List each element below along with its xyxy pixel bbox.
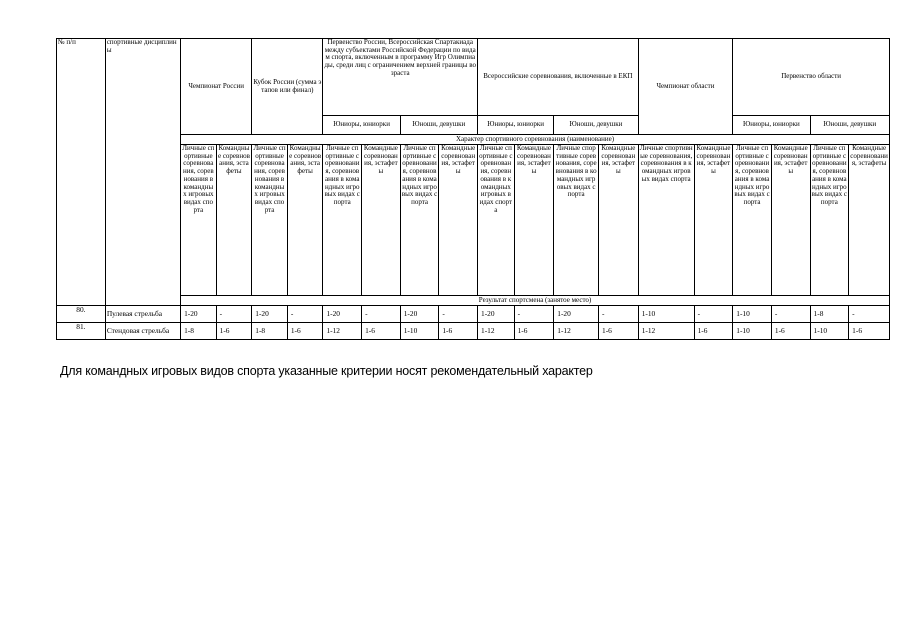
row-value: - [694,306,733,323]
header-team-6: Командные соревнования, эстафеты [599,145,639,296]
row-value: 1-6 [694,323,733,340]
row-value: 1-20 [554,306,599,323]
row-num: 80. [57,306,106,323]
table-row [57,306,890,323]
row-value: 1-10 [638,306,694,323]
header-character: Характер спортивного соревнования (наименование) [181,135,890,145]
header-result: Результат спортсмена (занятое место) [181,296,890,306]
row-value: 1-12 [554,323,599,340]
row-num: 81. [57,323,106,340]
row-value: 1-6 [362,323,401,340]
header-youth-3: Юноши, девушки [810,116,889,135]
row-value: 1-20 [478,306,515,323]
header-team-2: Командные соревнования, эстафеты [287,145,323,296]
row-value: 1-6 [216,323,252,340]
header-personal-9: Личные спортивные соревнования, соревнования в командных игровых видах спорта [810,145,849,296]
header-team-5: Командные соревнования, эстафеты [514,145,554,296]
header-champ-region: Чемпионат области [638,39,733,135]
header-personal-7: Личные спортивные соревнования, соревнования в командных игровых видах спорта [638,145,694,296]
header-juniors-1: Юниоры, юниорки [323,116,400,135]
header-champ-russia: Чемпионат России [181,39,252,135]
row-value: 1-6 [849,323,890,340]
header-first-russia: Первенство России, Всероссийская Спартакиада между субъектами Российской Федерации по видам спорта, включенным в программу Игр Олимпиады, среди лиц с ограничением верхней границы возраста [323,39,478,116]
row-value: 1-6 [514,323,554,340]
row-value: 1-20 [181,306,217,323]
header-team-4: Командные соревнования, эстафеты [439,145,478,296]
row-value: 1-12 [323,323,362,340]
row-value: - [771,306,810,323]
row-value: - [439,306,478,323]
row-value: 1-20 [400,306,439,323]
row-value: 1-8 [181,323,217,340]
row-discipline: Пулевая стрельба [105,306,180,323]
row-value: 1-6 [771,323,810,340]
row-value: 1-20 [323,306,362,323]
header-juniors-2: Юниоры, юниорки [478,116,554,135]
row-value: - [362,306,401,323]
row-value: - [849,306,890,323]
header-team-8: Командные соревнования, эстафеты [771,145,810,296]
header-personal-3: Личные спортивные соревнования, соревнования в командных игровых видах спорта [323,145,362,296]
row-value: 1-10 [400,323,439,340]
header-num: № п/п [57,39,106,306]
row-value: - [599,306,639,323]
row-value: 1-6 [287,323,323,340]
row-value: 1-12 [478,323,515,340]
header-personal-5: Личные спортивные соревнования, соревнования в командных игровых видах спорта [478,145,515,296]
row-value: 1-10 [810,323,849,340]
header-juniors-3: Юниоры, юниорки [733,116,810,135]
row-value: 1-8 [252,323,288,340]
header-team-3: Командные соревнования, эстафеты [362,145,401,296]
row-value: - [216,306,252,323]
row-value: - [514,306,554,323]
header-personal-2: Личные спортивные соревнования, соревнования в командных игровых видах спорта [252,145,288,296]
header-first-region: Первенство области [733,39,890,116]
row-value: - [287,306,323,323]
footnote: Для командных игровых видов спорта указанные критерии носят рекомендательный характер [60,364,593,378]
row-value: 1-6 [439,323,478,340]
header-personal-8: Личные спортивные соревнования, соревнования в командных игровых видах спорта [733,145,772,296]
header-team-1: Командные соревнования, эстафеты [216,145,252,296]
criteria-table [56,38,890,340]
row-value: 1-20 [252,306,288,323]
row-value: 1-10 [733,323,772,340]
row-discipline: Стендовая стрельба [105,323,180,340]
header-all-russia: Всероссийские соревнования, включенные в ЕКП [478,39,639,116]
row-value: 1-6 [599,323,639,340]
header-youth-1: Юноши, девушки [400,116,477,135]
row-value: 1-10 [733,306,772,323]
header-personal-1: Личные спортивные соревнования, соревнования в командных игровых видах спорта [181,145,217,296]
header-youth-2: Юноши, девушки [554,116,638,135]
row-value: 1-8 [810,306,849,323]
header-team-9: Командные соревнования, эстафеты [849,145,890,296]
header-disciplines: спортивные дисциплины [105,39,180,306]
header-team-7: Командные соревнования, эстафеты [694,145,733,296]
header-personal-6: Личные спортивные соревнования, соревнования в командных игровых видах спорта [554,145,599,296]
table-row [57,323,890,340]
header-personal-4: Личные спортивные соревнования, соревнования в командных игровых видах спорта [400,145,439,296]
row-value: 1-12 [638,323,694,340]
header-cup-russia: Кубок России (сумма этапов или финал) [252,39,323,135]
